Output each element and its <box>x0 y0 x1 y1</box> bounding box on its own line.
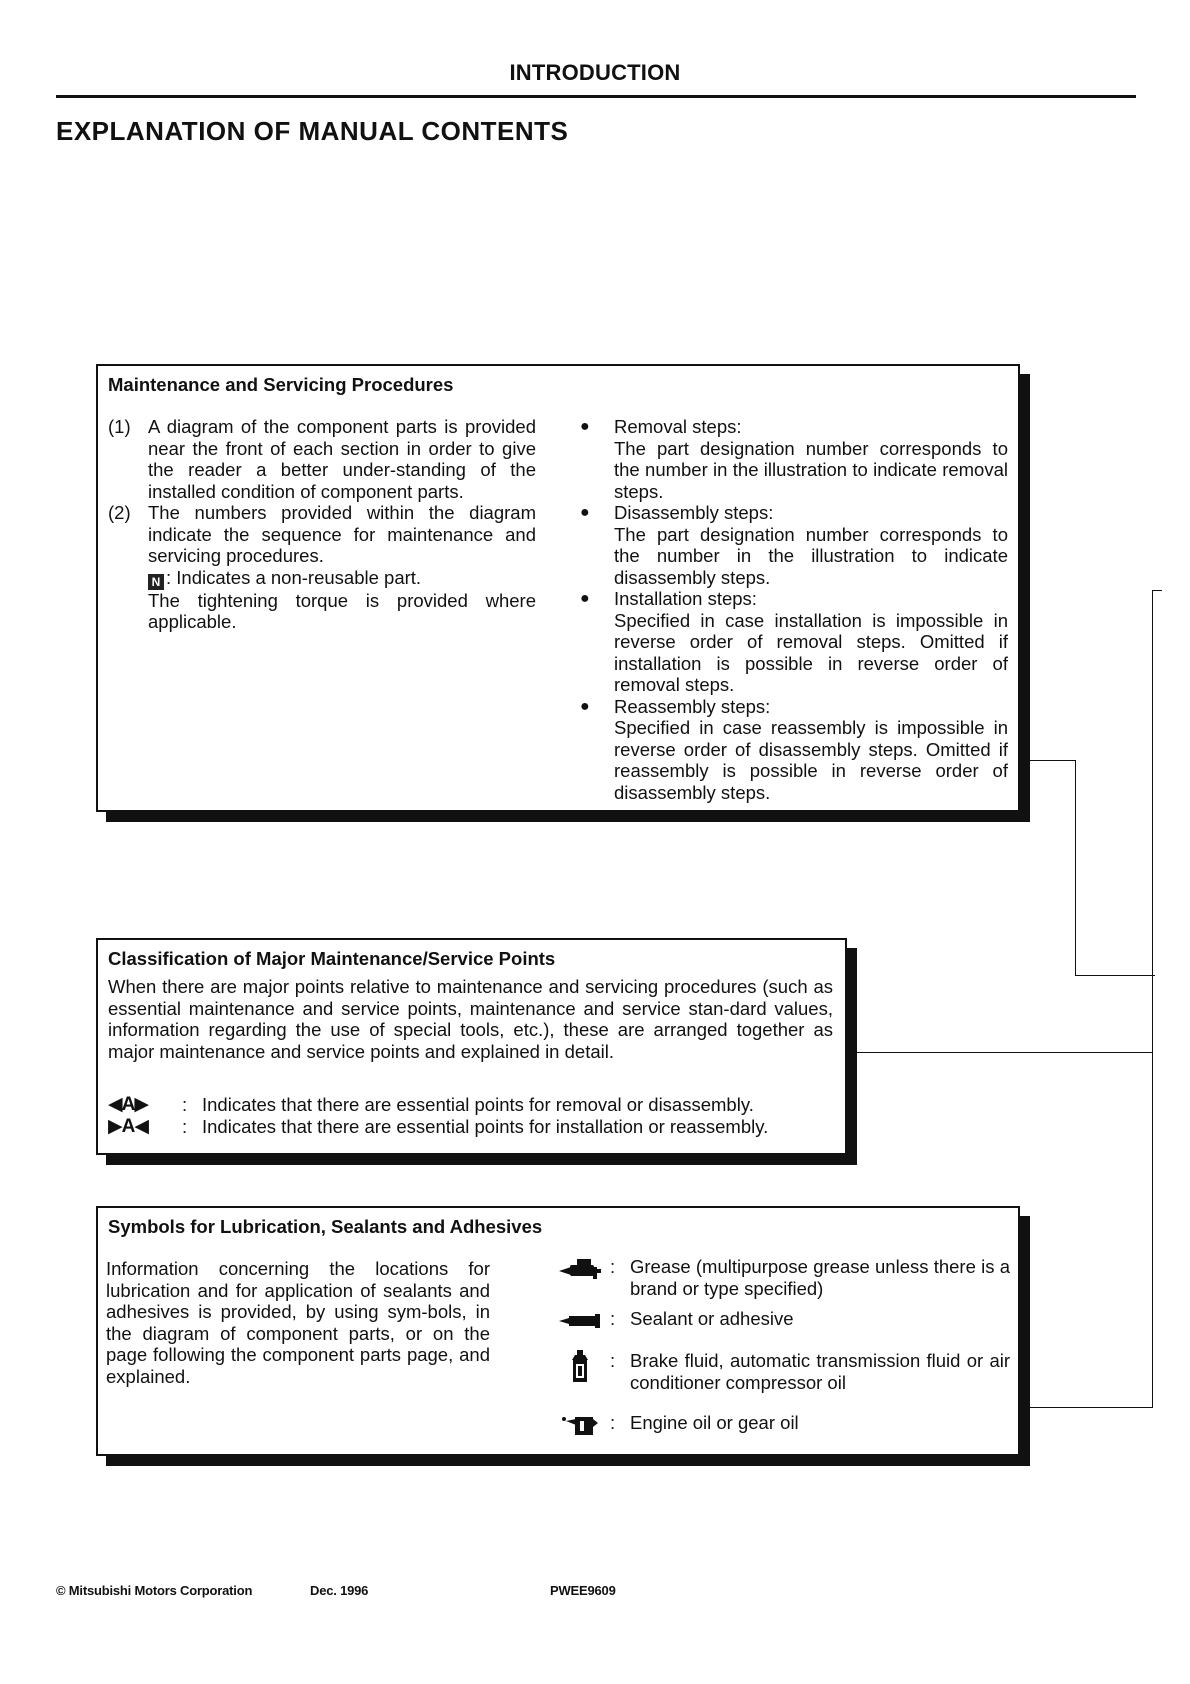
installation-point-icon: ▶A◀ <box>108 1116 148 1137</box>
footer-date: Dec. 1996 <box>310 1583 369 1598</box>
non-reusable-text: : Indicates a non-reusable part. <box>166 566 422 588</box>
bullet-item-removal <box>578 416 1008 502</box>
symbol-row-removal <box>108 1094 754 1116</box>
item-text: The numbers provided within the diagram indicate the sequence for maintenance and servicing procedures. <box>148 502 536 566</box>
bullet-body <box>614 502 1008 588</box>
non-reusable-note <box>148 567 536 590</box>
bullet-text: Specified in case reassembly is impossible in reverse order of disassembly steps. Omitted if reassembly is possible in reverse order of disassembly steps. <box>614 717 1008 803</box>
numbered-list <box>108 416 536 633</box>
torque-note: The tightening torque is provided where applicable. <box>148 589 536 632</box>
oil-can-icon <box>550 1412 610 1438</box>
footer-copyright: © Mitsubishi Motors Corporation <box>56 1583 253 1598</box>
page-title: EXPLANATION OF MANUAL CONTENTS <box>56 116 569 146</box>
lub-item-sealant <box>550 1308 1010 1334</box>
item-number: (1) <box>108 416 131 437</box>
lubrication-box-title: Symbols for Lubrication, Sealants and Adhesives <box>108 1216 543 1237</box>
lub-colon: : <box>610 1412 616 1433</box>
section-title: INTRODUCTION <box>509 60 681 85</box>
lub-text: Sealant or adhesive <box>630 1308 794 1329</box>
lub-colon: : <box>610 1256 616 1277</box>
bullet-body <box>614 696 1008 804</box>
symbol-text: Indicates that there are essential points for installation or reassembly. <box>202 1116 769 1137</box>
bullet-text: Specified in case installation is impossible in reverse order of removal steps. Omitted if installation is possible in reverse order of removal steps. <box>614 609 1008 695</box>
item-text: A diagram of the component parts is provided near the front of each section in order to give the reader a better under-standing of the installed condition of component parts. <box>148 416 536 502</box>
lub-colon: : <box>610 1308 616 1329</box>
bullet-body <box>614 588 1008 696</box>
lub-item-oil <box>550 1412 1010 1438</box>
classification-paragraph: When there are major points relative to maintenance and servicing procedures (such as essential maintenance and service points, maintenance and service stan-dard values, information regarding the use of special tools, etc.), these are arranged together as major maintenance and service points and explained in detail. <box>108 976 833 1062</box>
bullet-body <box>614 416 1008 502</box>
bullet-icon: ● <box>580 504 590 521</box>
numbered-item <box>108 416 536 502</box>
lub-text: Brake fluid, automatic transmission fluid or air conditioner compressor oil <box>630 1350 1010 1393</box>
header-rule <box>56 95 1136 98</box>
bullet-heading: Installation steps: <box>614 588 757 609</box>
maintenance-box-title: Maintenance and Servicing Procedures <box>108 374 454 395</box>
symbol-colon: : <box>182 1094 188 1115</box>
bullet-icon: ● <box>580 697 590 715</box>
bullet-text: The part designation number corresponds to the number in the illustration to indicate removal steps. <box>614 437 1008 502</box>
item-body <box>148 502 536 633</box>
lub-text: Engine oil or gear oil <box>630 1412 799 1433</box>
bullet-text: The part designation number corresponds to the number in the illustration to indicate disassembly steps. <box>614 523 1008 588</box>
symbol-text: Indicates that there are essential points for removal or disassembly. <box>202 1094 754 1115</box>
numbered-item <box>108 502 536 633</box>
bullet-heading: Disassembly steps: <box>614 502 774 523</box>
lubrication-box <box>96 1206 1020 1456</box>
bullet-icon: ● <box>580 590 590 607</box>
lubrication-paragraph: Information concerning the locations for lubrication and for application of sealants and adhesives is provided, by using sym-bols, in the diagram of component parts, or on the page following the component parts page, and explained. <box>106 1258 490 1387</box>
classification-box-title: Classification of Major Maintenance/Service Points <box>108 948 556 969</box>
lub-colon: : <box>610 1350 616 1371</box>
bullet-heading: Reassembly steps: <box>614 695 771 717</box>
lub-item-grease <box>550 1256 1010 1299</box>
steps-bullet-list <box>578 416 1008 803</box>
removal-point-icon: ◀A▶ <box>108 1094 148 1115</box>
lub-text: Grease (multipurpose grease unless there is a brand or type specified) <box>630 1256 1010 1299</box>
symbol-row-installation <box>108 1116 768 1138</box>
bullet-icon: ● <box>580 418 590 435</box>
item-number: (2) <box>108 502 131 523</box>
sealant-tube-icon <box>550 1308 610 1334</box>
fluid-bottle-icon <box>550 1350 610 1384</box>
footer-code: PWEE9609 <box>550 1583 616 1598</box>
classification-box <box>96 938 847 1155</box>
bullet-item-reassembly <box>578 696 1008 804</box>
bullet-heading: Removal steps: <box>614 416 742 437</box>
grease-gun-icon <box>550 1256 610 1282</box>
bullet-item-disassembly <box>578 502 1008 588</box>
lub-item-fluid <box>550 1350 1010 1393</box>
non-reusable-part-icon: N <box>148 574 164 590</box>
symbol-colon: : <box>182 1116 188 1137</box>
bullet-item-installation <box>578 588 1008 696</box>
maintenance-procedures-box <box>96 364 1020 812</box>
